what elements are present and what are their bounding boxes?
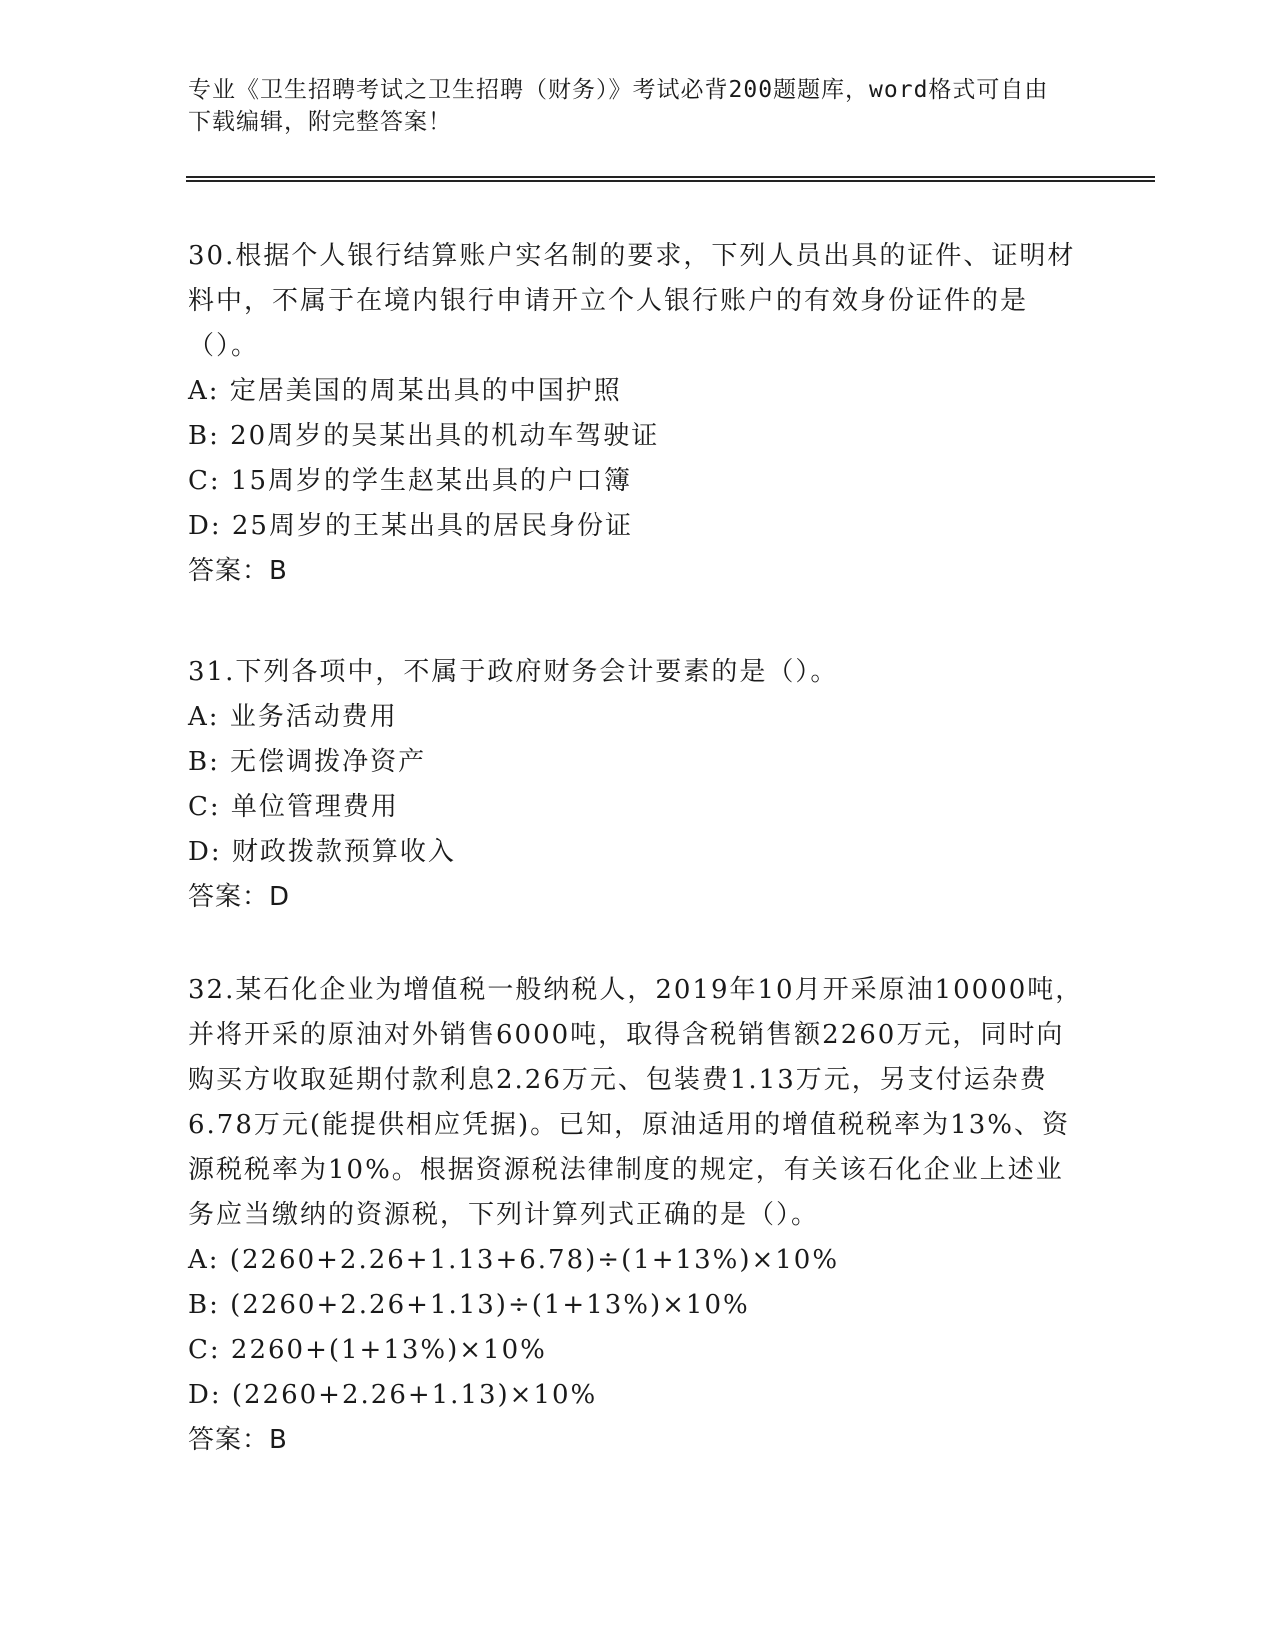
option-a: A: 定居美国的周某出具的中国护照 <box>188 376 622 406</box>
answer-line: 答案：D <box>188 882 291 912</box>
question-32 <box>188 968 1088 1463</box>
header-intro-text: 专业《卫生招聘考试之卫生招聘（财务）》考试必背200题题库，word格式可自由下载编辑，附完整答案！ <box>188 77 1049 135</box>
question-31 <box>188 650 1088 920</box>
option-b: B: (2260+2.26+1.13)÷(1+13%)×10% <box>188 1290 750 1320</box>
option-d: D: (2260+2.26+1.13)×10% <box>188 1380 598 1410</box>
option-c: C: 15周岁的学生赵某出具的户口簿 <box>188 466 633 496</box>
option-a: A: 业务活动费用 <box>188 702 398 732</box>
option-c: C: 2260+(1+13%)×10% <box>188 1335 547 1365</box>
question-stem: 32.某石化企业为增值税一般纳税人，2019年10月开采原油10000吨，并将开采的原油对外销售6000吨，取得含税销售额2260万元，同时向购买方收取延期付款利息2.26万元、包装费1.13万元，另支付运杂费6.78万元(能提供相应凭据)。已知，原油适用的增值税税率为13%、资源税税率为10%。根据资源税法律制度的规定，有关该石化企业上述业务应当缴纳的资源税，下列计算列式正确的是（）。 <box>188 975 1084 1230</box>
option-a: A: (2260+2.26+1.13+6.78)÷(1+13%)×10% <box>188 1245 840 1275</box>
question-stem: 30.根据个人银行结算账户实名制的要求，下列人员出具的证件、证明材料中，不属于在境内银行申请开立个人银行账户的有效身份证件的是（）。 <box>188 241 1076 361</box>
header-divider <box>186 176 1155 182</box>
answer-line: 答案：B <box>188 556 288 586</box>
option-b: B: 无偿调拨净资产 <box>188 747 427 777</box>
question-stem: 31.下列各项中，不属于政府财务会计要素的是（）。 <box>188 657 839 687</box>
answer-line: 答案：B <box>188 1425 288 1455</box>
document-header <box>188 74 1068 138</box>
option-b: B: 20周岁的吴某出具的机动车驾驶证 <box>188 421 660 451</box>
option-d: D: 财政拨款预算收入 <box>188 837 456 867</box>
option-c: C: 单位管理费用 <box>188 792 399 822</box>
option-d: D: 25周岁的王某出具的居民身份证 <box>188 511 633 541</box>
question-30 <box>188 234 1088 594</box>
